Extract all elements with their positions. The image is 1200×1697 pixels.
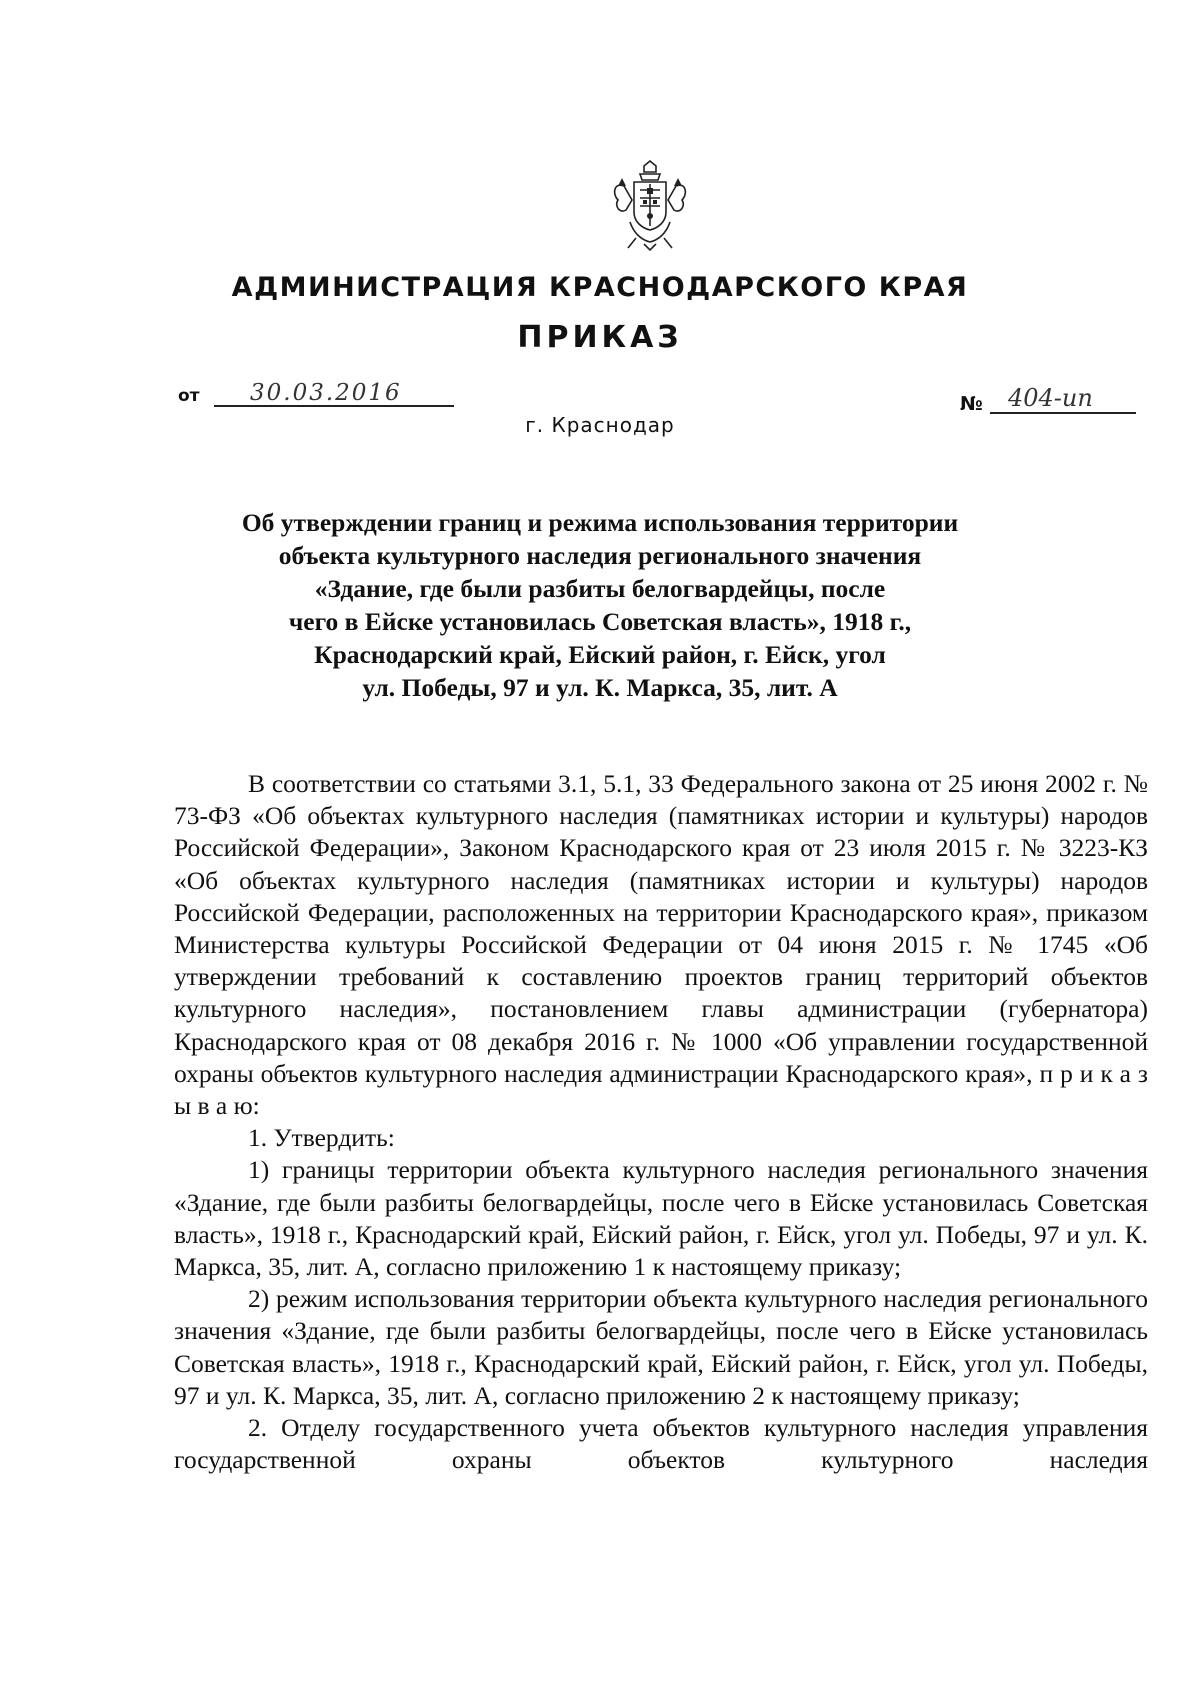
organization-name: АДМИНИСТРАЦИЯ КРАСНОДАРСКОГО КРАЯ — [231, 272, 969, 303]
title-line: «Здание, где были разбиты белогвардейцы, после — [314, 574, 886, 603]
document-number: 404-ип — [1008, 384, 1093, 412]
city: г. Краснодар — [525, 413, 675, 437]
body-paragraph: В соответствии со статьями 3.1, 5.1, 33 Федерального закона от 25 июня 2002 г. № 73-ФЗ «Об объектах культурного наследия (памятниках истории и культуры) народов Российской Федерации», Законом Краснодарского края от 23 июля 2015 г. № 3223-КЗ «Об объектах культурного наследия (памятниках истории и культуры) народов Российской Федерации, расположенных на территории Краснодарского края», приказом Министерства культуры Российской Федерации от 04 июня 2015 г. № 1745 «Об утверждении требований к составлению проектов границ территорий объектов культурного наследия», постановлением главы администрации (губернатора) Краснодарского края от 08 декабря 2016 г. № 1000 «Об управлении государственной охраны объектов культурного наследия администрации Краснодарского края», п р и к а з ы в а ю: — [174, 769, 1148, 1121]
title-line: объекта культурного наследия регионального значения — [278, 541, 922, 570]
date-prefix: от — [178, 386, 200, 406]
date-value: 30.03.2016 — [250, 380, 402, 406]
title-line: Об утверждении границ и режима использования территории — [241, 508, 959, 537]
body-paragraph: 2) режим использования территории объекта культурного наследия регионального значения «Здание, где были разбиты белогвардейцы, после чего в Ейске установилась Советская власть», 1918 г., Краснодарский край, Ейский район, г. Ейск, угол ул. Победы, 97 и ул. К. Маркса, 35, лит. А, согласно приложению 2 к настоящему приказу; — [174, 1284, 1148, 1410]
body-paragraph: 1) границы территории объекта культурного наследия регионального значения «Здание, где были разбиты белогвардейцы, после чего в Ейске установилась Советская власть», 1918 г., Краснодарский край, Ейский район, г. Ейск, угол ул. Победы, 97 и ул. К. Маркса, 35, лит. А, согласно приложению 1 к настоящему приказу; — [174, 1155, 1148, 1282]
body-paragraph: 2. Отделу государственного учета объектов культурного наследия управления государственной охраны объектов культурного наследия — [174, 1413, 1148, 1475]
number-prefix: № — [960, 393, 983, 415]
document-body — [174, 768, 1148, 1476]
title-line: чего в Ейске установилась Советская власть», 1918 г., — [288, 607, 912, 636]
title-line: ул. Победы, 97 и ул. К. Маркса, 35, лит. А — [362, 673, 838, 702]
document-title — [200, 506, 1000, 704]
document-type: ПРИКАЗ — [517, 320, 683, 355]
title-line: Краснодарский край, Ейский район, г. Ейск, угол — [314, 640, 886, 669]
body-paragraph: 1. Утвердить: — [248, 1123, 395, 1153]
coat-of-arms-icon — [610, 160, 690, 252]
